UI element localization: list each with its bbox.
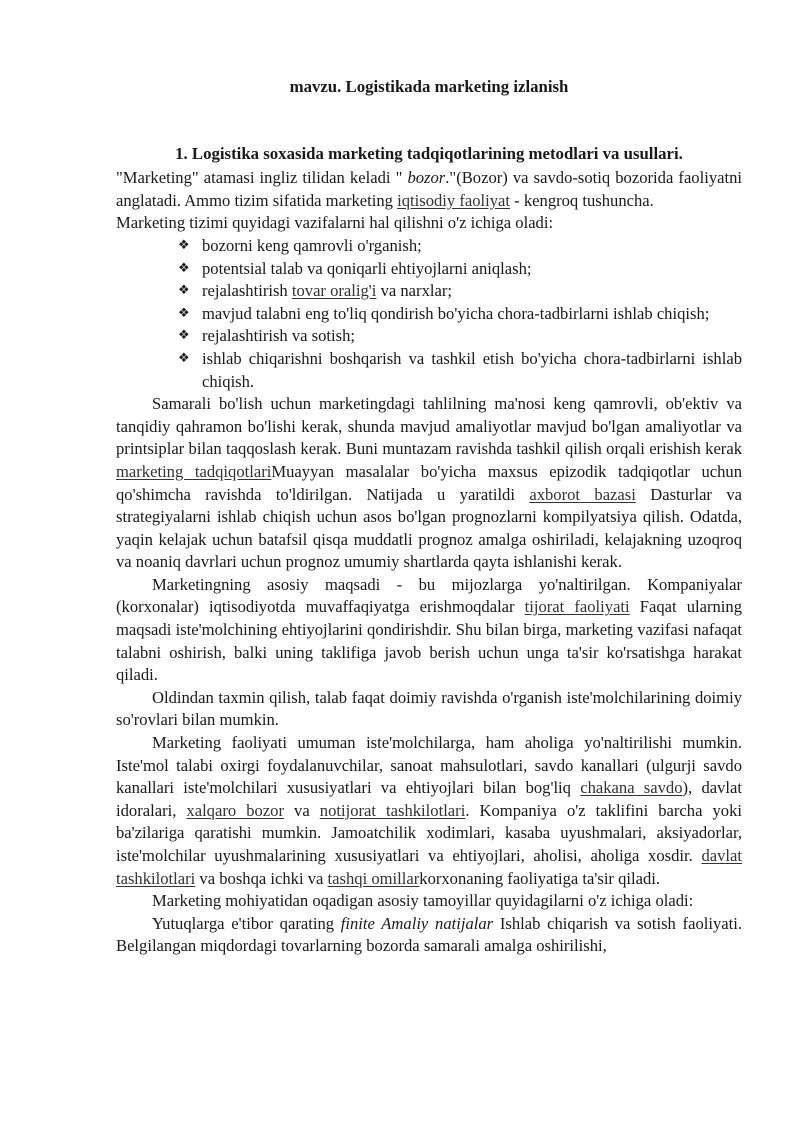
- tasks-intro-line: Marketing tizimi quyidagi vazifalarni hal qilishni o'z ichiga oladi:: [116, 213, 554, 233]
- term-bozor: bozor: [407, 168, 446, 188]
- tasks-list: [116, 235, 742, 393]
- document-title: mavzu. Logistikada marketing izlanish: [289, 77, 569, 96]
- link-iqtisodiy-faoliyat[interactable]: iqtisodiy faoliyat: [397, 190, 511, 210]
- bullet-diamond-icon: ❖: [178, 283, 190, 299]
- paragraph-analysis: Samarali bo'lish uchun marketingdagi tahlilning ma'nosi keng qamrovli, ob'ektiv va tanqidiy qahramon bo'lishi kerak, shunda mavjud amaliyotlar mavjud bo'lgan amaliyotlar va printsiplar bilan taqqoslash kerak. Buni muntazam ravishda tashkil qilish orqali erishish kerak marketing tadqiqotlariMuayyan masalalar bo'yicha maxsus epizodik tadqiqotlar uchun qo'shimcha ravishda to'ldirilgan. Natijada u yaratildi axborot bazasi Dasturlar va strategiyalarni ishlab chiqish uchun asos bo'lgan prognozlarni kompilyatsiya qilish. Odatda, yaqin kelajak uchun batafsil qisqa muddatli prognoz amalga oshiriladi, kelajakning uzoqroq va noaniq davrlari uchun prognoz umumiy shartlarda qayta ishlanishi kerak.: [116, 394, 742, 572]
- link-tijorat-faoliyati[interactable]: tijorat faoliyati: [524, 597, 630, 617]
- intro-paragraph: "Marketing" atamasi ingliz tilidan keladi " bozor."(Bozor) va savdo-sotiq bozorida faoliyatni anglatadi. Ammo tizim sifatida marketing iqtisodiy faoliyat - kengroq tushuncha.: [116, 168, 743, 210]
- link-xalqaro-bozor[interactable]: xalqaro bozor: [186, 800, 284, 820]
- bullet-diamond-icon: ❖: [178, 260, 190, 276]
- link-axborot-bazasi[interactable]: axborot bazasi: [529, 484, 636, 504]
- link-chakana-savdo[interactable]: chakana savdo: [580, 778, 683, 798]
- list-item: ❖ potentsial talab va qoniqarli ehtiyojlarni aniqlash;: [178, 258, 742, 281]
- paragraph-forecast: Oldindan taxmin qilish, talab faqat doimiy ravishda o'rganish iste'molchilarining doimiy so'rovlari bilan mumkin.: [116, 687, 742, 730]
- list-item: ❖ rejalashtirish va sotish;: [178, 325, 742, 348]
- link-davlat-tashkilotlari[interactable]: davlat tashkilotlari: [116, 846, 742, 888]
- list-item: ❖ rejalashtirish tovar oralig'i va narxlar;: [178, 280, 742, 303]
- list-item: ❖ ishlab chiqarishni boshqarish va tashkil etish bo'yicha chora-tadbirlarni ishlab chiqish.: [178, 348, 742, 391]
- term-finite-results: finite Amaliy natijalar: [340, 913, 494, 933]
- link-tovar-oraligi[interactable]: tovar oralig'i: [291, 281, 377, 301]
- link-notijorat-tashkilotlari[interactable]: notijorat tashkilotlari: [319, 800, 466, 820]
- list-item: ❖ mavjud talabni eng to'liq qondirish bo'yicha chora-tadbirlarni ishlab chiqish;: [178, 303, 742, 326]
- paragraph-activity: Marketing faoliyati umuman iste'molchilarga, ham aholiga yo'naltirilishi mumkin. Iste'mol talabi oxirgi foydalanuvchilar, sanoat mahsulotlari, savdo kanallari (ulgurji savdo kanallari iste'molchilari xususiyatlari va ehtiyojlari bilan bog'liq chakana savdo), davlat idoralari, xalqaro bozor va notijorat tashkilotlari. Kompaniya o'z taklifini barcha yoki ba'zilariga qaratishi mumkin. Jamoatchilik xodimlari, kasaba uyushmalari, aksiyadorlar, iste'molchilar uyushmalarining xususiyatlari va ehtiyojlari, aholisi, aholiga xosdir. davlat tashkilotlari va boshqa ichki va tashqi omillarkorxonaning faoliyatiga ta'sir qiladi.: [116, 733, 743, 888]
- link-tashqi-omillar[interactable]: tashqi omillar: [327, 868, 420, 888]
- list-item: ❖ bozorni keng qamrovli o'rganish;: [178, 235, 742, 258]
- paragraph-principles: Marketing mohiyatidan oqadigan asosiy tamoyillar quyidagilarni o'z ichiga oladi:: [152, 891, 694, 911]
- bullet-diamond-icon: ❖: [178, 237, 190, 253]
- paragraph-goal: Marketingning asosiy maqsadi - bu mijozlarga yo'naltirilgan. Kompaniyalar (korxonalar) iqtisodiyotda muvaffaqiyatga erishmoqdalar tijorat faoliyati Faqat ularning maqsadi iste'molchining ehtiyojlarini qondirishdir. Shu bilan birga, marketing vazifasi nafaqat talabni oshirish, balki uning taklifiga javob berish uchun unga ta'sir ko'rsatishga harakat qiladi.: [116, 574, 742, 685]
- bullet-diamond-icon: ❖: [178, 350, 190, 366]
- bullet-diamond-icon: ❖: [178, 305, 190, 321]
- bullet-diamond-icon: ❖: [178, 328, 190, 344]
- paragraph-results: Yutuqlarga e'tibor qarating finite Amaliy natijalar Ishlab chiqarish va sotish faoliyati. Belgilangan miqdordagi tovarlarning bozorda samarali amalga oshirilishi,: [116, 913, 742, 956]
- section-heading: 1. Logistika soxasida marketing tadqiqotlarining metodlari va usullari.: [175, 143, 683, 163]
- link-marketing-tadqiqotlari[interactable]: marketing tadqiqotlari: [116, 461, 272, 481]
